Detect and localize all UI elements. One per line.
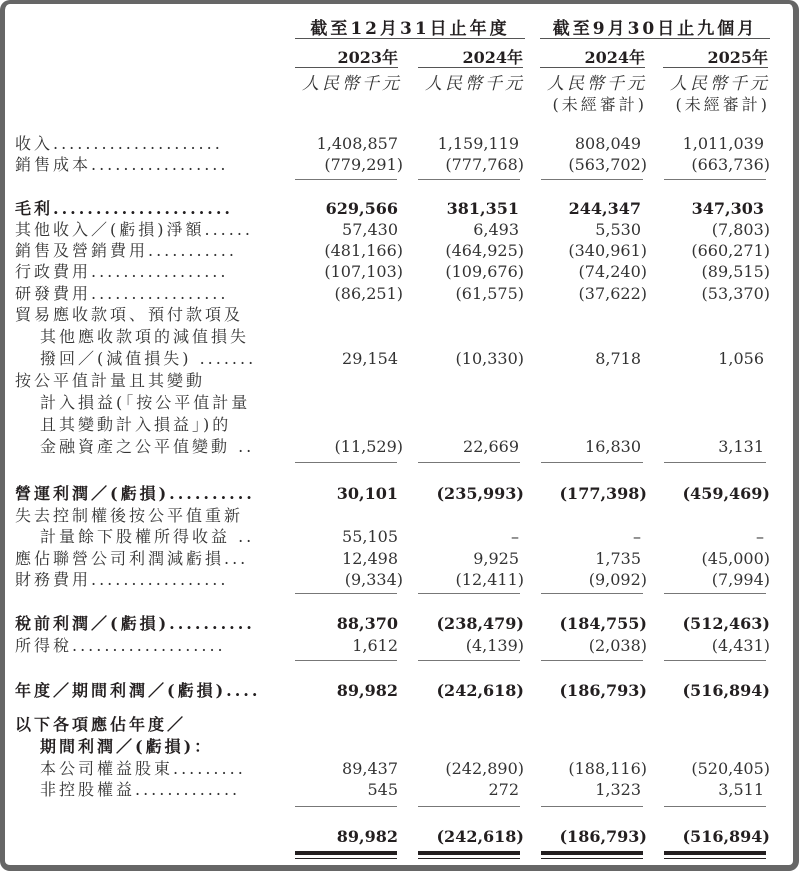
header-unaudited-col3: (未經審計) bbox=[552, 95, 647, 114]
subtotal-rule bbox=[664, 462, 766, 463]
subtotal-rule bbox=[541, 660, 643, 661]
row-label-attributable-line1: 以下各項應佔年度／ bbox=[15, 715, 187, 734]
value-income-tax-9m2025: (4,431) bbox=[711, 636, 770, 655]
row-label-fvtpl-line2: 計入損益(「按公平值計量 bbox=[40, 393, 251, 412]
value-admin-expenses-9m2024: (74,240) bbox=[578, 262, 647, 281]
value-operating-profit-2023: 30,101 bbox=[336, 484, 398, 503]
value-fvtpl-9m2024: 16,830 bbox=[585, 437, 641, 456]
value-non-controlling-2023: 545 bbox=[367, 780, 398, 799]
value-profit-before-tax-2023: 88,370 bbox=[336, 614, 398, 633]
value-profit-before-tax-9m2024: (184,755) bbox=[559, 614, 647, 633]
value-equity-shareholders-9m2024: (188,116) bbox=[568, 759, 647, 778]
value-profit-before-tax-2024: (238,479) bbox=[436, 614, 524, 633]
row-label-remeasurement-line1: 失去控制權後按公平值重新 bbox=[15, 506, 244, 525]
value-other-income-9m2024: 5,530 bbox=[595, 220, 641, 239]
row-label-profit-before-tax: 稅前利潤／(虧損).......... bbox=[15, 614, 255, 633]
value-revenue-2023: 1,408,857 bbox=[316, 134, 398, 153]
header-year-col3: 2024年 bbox=[540, 45, 645, 68]
subtotal-rule bbox=[664, 660, 766, 661]
header-year-col4: 2025年 bbox=[663, 45, 768, 68]
header-year-col1: 2023年 bbox=[295, 45, 398, 68]
row-label-operating-profit: 營運利潤／(虧損).......... bbox=[15, 484, 255, 503]
value-profit-for-period-9m2025: (516,894) bbox=[682, 681, 770, 700]
subtotal-rule bbox=[418, 593, 520, 594]
value-equity-shareholders-9m2025: (520,405) bbox=[691, 759, 770, 778]
value-non-controlling-2024: 272 bbox=[488, 780, 519, 799]
value-profit-for-period-9m2024: (186,793) bbox=[559, 681, 647, 700]
double-underline bbox=[295, 858, 397, 859]
header-unit-col1: 人民幣千元 bbox=[302, 74, 402, 94]
value-income-tax-2023: 1,612 bbox=[352, 636, 398, 655]
value-cost-of-sales-2024: (777,768) bbox=[445, 155, 524, 174]
subtotal-rule bbox=[295, 806, 397, 807]
subtotal-rule bbox=[664, 179, 766, 180]
row-label-admin-expenses: 行政費用................. bbox=[15, 262, 229, 281]
value-cost-of-sales-9m2024: (563,702) bbox=[568, 155, 647, 174]
value-cost-of-sales-9m2025: (663,736) bbox=[691, 155, 770, 174]
value-remeasurement-2024: – bbox=[511, 527, 519, 546]
double-underline bbox=[295, 851, 397, 855]
value-equity-shareholders-2023: 89,437 bbox=[342, 759, 398, 778]
value-total-9m2024: (186,793) bbox=[559, 827, 647, 846]
subtotal-rule bbox=[418, 806, 520, 807]
header-unaudited-col4: (未經審計) bbox=[675, 95, 770, 114]
subtotal-rule bbox=[541, 806, 643, 807]
subtotal-rule bbox=[295, 179, 397, 180]
value-gross-profit-2024: 381,351 bbox=[446, 199, 519, 218]
value-impairment-9m2025: 1,056 bbox=[718, 349, 764, 368]
subtotal-rule bbox=[418, 462, 520, 463]
subtotal-rule bbox=[295, 593, 397, 594]
double-underline bbox=[418, 858, 520, 859]
header-unit-col4: 人民幣千元 bbox=[670, 74, 770, 94]
value-selling-expenses-9m2024: (340,961) bbox=[568, 241, 647, 260]
header-unit-col3: 人民幣千元 bbox=[547, 74, 647, 94]
value-impairment-2024: (10,330) bbox=[455, 349, 524, 368]
value-income-tax-9m2024: (2,038) bbox=[588, 636, 647, 655]
row-label-equity-shareholders: 本公司權益股東......... bbox=[40, 759, 246, 778]
value-other-income-2023: 57,430 bbox=[342, 220, 398, 239]
value-total-2023: 89,982 bbox=[336, 827, 398, 846]
row-label-other-income: 其他收入／(虧損)淨額...... bbox=[15, 220, 254, 239]
row-label-fvtpl-line4: 金融資產之公平值變動 .. bbox=[40, 437, 255, 456]
value-rd-expenses-9m2024: (37,622) bbox=[578, 284, 647, 303]
subtotal-rule bbox=[541, 593, 643, 594]
value-share-of-associates-9m2025: (45,000) bbox=[701, 549, 770, 568]
row-label-revenue: 收入..................... bbox=[15, 134, 223, 153]
row-label-finance-costs: 財務費用................. bbox=[15, 570, 229, 589]
value-profit-for-period-2024: (242,618) bbox=[436, 681, 524, 700]
value-impairment-9m2024: 8,718 bbox=[595, 349, 641, 368]
subtotal-rule bbox=[664, 593, 766, 594]
header-group-year-ended: 截至12月31日止年度 bbox=[295, 14, 525, 39]
value-other-income-2024: 6,493 bbox=[473, 220, 519, 239]
row-label-impairment-line1: 貿易應收款項、預付款項及 bbox=[15, 305, 244, 324]
value-rd-expenses-2024: (61,575) bbox=[455, 284, 524, 303]
subtotal-rule bbox=[418, 660, 520, 661]
value-remeasurement-9m2024: – bbox=[633, 527, 641, 546]
double-underline bbox=[664, 851, 766, 855]
value-profit-before-tax-9m2025: (512,463) bbox=[682, 614, 770, 633]
value-share-of-associates-2024: 9,925 bbox=[473, 549, 519, 568]
value-revenue-9m2025: 1,011,039 bbox=[682, 134, 764, 153]
double-underline bbox=[418, 851, 520, 855]
value-rd-expenses-2023: (86,251) bbox=[334, 284, 403, 303]
row-label-income-tax: 所得稅................... bbox=[15, 636, 226, 655]
subtotal-rule bbox=[418, 179, 520, 180]
value-selling-expenses-2023: (481,166) bbox=[324, 241, 403, 260]
row-label-impairment-line2: 其他應收款項的減值損失 bbox=[40, 327, 250, 346]
subtotal-rule bbox=[664, 806, 766, 807]
row-label-selling-expenses: 銷售及營銷費用........... bbox=[15, 241, 237, 260]
value-profit-for-period-2023: 89,982 bbox=[336, 681, 398, 700]
value-other-income-9m2025: (7,803) bbox=[711, 220, 770, 239]
row-label-profit-for-period: 年度／期間利潤／(虧損).... bbox=[15, 681, 261, 700]
subtotal-rule bbox=[295, 462, 397, 463]
value-non-controlling-9m2024: 1,323 bbox=[595, 780, 641, 799]
value-fvtpl-2024: 22,669 bbox=[463, 437, 519, 456]
value-total-9m2025: (516,894) bbox=[682, 827, 770, 846]
subtotal-rule bbox=[295, 660, 397, 661]
value-finance-costs-2024: (12,411) bbox=[455, 570, 524, 589]
value-non-controlling-9m2025: 3,511 bbox=[718, 780, 764, 799]
row-label-remeasurement-line2: 計量餘下股權所得收益 .. bbox=[40, 527, 255, 546]
double-underline bbox=[541, 851, 643, 855]
header-year-col2: 2024年 bbox=[418, 45, 523, 68]
value-income-tax-2024: (4,139) bbox=[465, 636, 524, 655]
value-revenue-9m2024: 808,049 bbox=[574, 134, 641, 153]
value-admin-expenses-2024: (109,676) bbox=[445, 262, 524, 281]
value-gross-profit-9m2025: 347,303 bbox=[691, 199, 764, 218]
header-unit-col2: 人民幣千元 bbox=[425, 74, 525, 94]
subtotal-rule bbox=[541, 179, 643, 180]
value-revenue-2024: 1,159,119 bbox=[437, 134, 519, 153]
value-operating-profit-9m2025: (459,469) bbox=[682, 484, 770, 503]
value-remeasurement-2023: 55,105 bbox=[342, 527, 398, 546]
double-underline bbox=[541, 858, 643, 859]
header-group-nine-months: 截至9月30日止九個月 bbox=[540, 14, 770, 39]
row-label-gross-profit: 毛利..................... bbox=[15, 199, 233, 218]
value-total-2024: (242,618) bbox=[436, 827, 524, 846]
value-finance-costs-9m2024: (9,092) bbox=[588, 570, 647, 589]
value-cost-of-sales-2023: (779,291) bbox=[324, 155, 403, 174]
value-gross-profit-9m2024: 244,347 bbox=[568, 199, 641, 218]
row-label-impairment-line3: 撥回／(減值損失) ....... bbox=[40, 349, 257, 368]
value-selling-expenses-2024: (464,925) bbox=[445, 241, 524, 260]
value-remeasurement-9m2025: – bbox=[756, 527, 764, 546]
row-label-fvtpl-line3: 且其變動計入損益」)的 bbox=[40, 415, 232, 434]
value-finance-costs-9m2025: (7,994) bbox=[711, 570, 770, 589]
value-finance-costs-2023: (9,334) bbox=[344, 570, 403, 589]
value-fvtpl-9m2025: 3,131 bbox=[718, 437, 764, 456]
row-label-cost-of-sales: 銷售成本................. bbox=[15, 155, 229, 174]
value-selling-expenses-9m2025: (660,271) bbox=[691, 241, 770, 260]
value-share-of-associates-2023: 12,498 bbox=[342, 549, 398, 568]
row-label-share-of-associates: 應佔聯營公司利潤減虧損... bbox=[15, 549, 249, 568]
value-admin-expenses-2023: (107,103) bbox=[324, 262, 403, 281]
value-gross-profit-2023: 629,566 bbox=[325, 199, 398, 218]
value-admin-expenses-9m2025: (89,515) bbox=[701, 262, 770, 281]
row-label-rd-expenses: 研發費用................. bbox=[15, 284, 229, 303]
value-equity-shareholders-2024: (242,890) bbox=[445, 759, 524, 778]
value-operating-profit-9m2024: (177,398) bbox=[559, 484, 647, 503]
row-label-fvtpl-line1: 按公平值計量且其變動 bbox=[15, 371, 206, 390]
value-operating-profit-2024: (235,993) bbox=[436, 484, 524, 503]
value-share-of-associates-9m2024: 1,735 bbox=[595, 549, 641, 568]
subtotal-rule bbox=[541, 462, 643, 463]
row-label-attributable-line2: 期間利潤／(虧損)： bbox=[40, 737, 214, 756]
value-impairment-2023: 29,154 bbox=[342, 349, 398, 368]
row-label-non-controlling: 非控股權益............. bbox=[40, 780, 241, 799]
value-rd-expenses-9m2025: (53,370) bbox=[701, 284, 770, 303]
double-underline bbox=[664, 858, 766, 859]
value-fvtpl-2023: (11,529) bbox=[334, 437, 403, 456]
